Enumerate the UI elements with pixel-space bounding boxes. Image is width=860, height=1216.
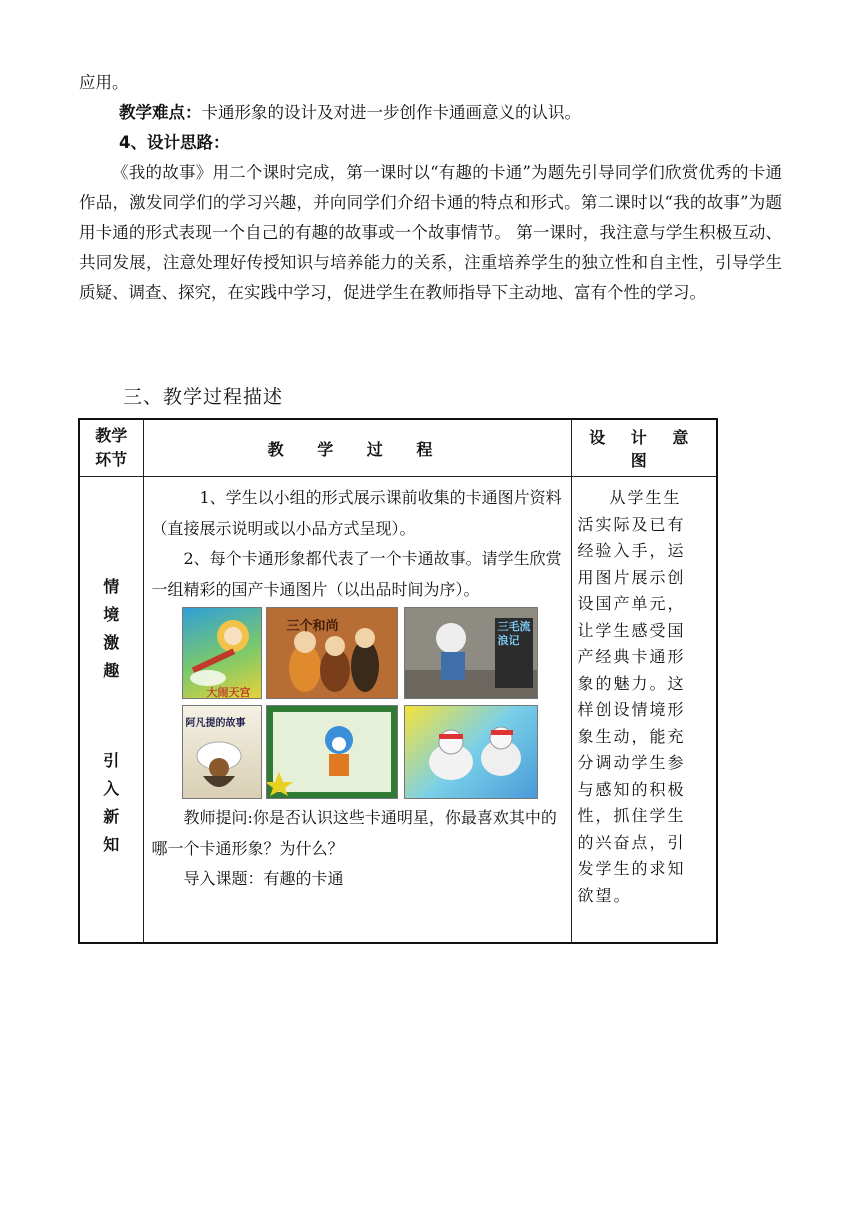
image-caption: 大闹天宫 [206, 686, 251, 699]
table-row [79, 477, 717, 944]
stage-char: 趣 [103, 661, 120, 680]
stage-char: 激 [103, 633, 120, 652]
header-intent: 设 计 意 图 [571, 419, 717, 477]
stage-char: 引 [103, 751, 120, 770]
table-header-row [79, 419, 717, 477]
cartoon-image-sanmao [404, 607, 538, 699]
cartoon-image-three-monks [266, 607, 398, 699]
image-caption: 三个和尚 [286, 619, 339, 634]
stage-char: 情 [103, 577, 120, 596]
intent-text: 从学生生 活实际及已有 经验入手，运 用图片展示创 设国产单元， 让学生感受国 产经典卡通形 象的魅力。这 样创设情境形 象生动，能充 分调动学生参 与感知的积极 性，抓住学生 的兴奋点，引 发学生的求知 欲望。 [577, 488, 686, 905]
process-p2: 2、每个卡通形象都代表了一个卡通故事。请学生欣赏一组精彩的国产卡通图片（以出品时间为序）。 [151, 549, 562, 599]
difficulty-line [79, 98, 782, 128]
cartoon-image-monkey-king [182, 607, 262, 699]
process-p4: 导入课题：有趣的卡通 [183, 869, 344, 888]
stage-char: 知 [103, 835, 120, 854]
stage-char: 新 [103, 807, 120, 826]
header-process: 教 学 过 程 [143, 419, 571, 477]
stage-cell [79, 477, 143, 944]
design-text: 《我的故事》用二个课时完成，第一课时以“有趣的卡通”为题先引导同学们欣赏优秀的卡通作品，激发同学们的学习兴趣，并向同学们介绍卡通的特点和形式。第二课时以“我的故事”为题用卡通的形式表现一个自己的有趣的故事或一个故事情节。 第一课时，我注意与学生积极互动、共同发展，注意处理好传授知识与培养能力的关系，注重培养学生的独立性和自主性，引导学生质疑、调查、探究，在实践中学习，促进学生在教师指导下主动地、富有个性的学习。 [79, 163, 782, 302]
stage-char: 入 [103, 779, 120, 798]
process-p3: 教师提问:你是否认识这些卡通明星，你最喜欢其中的哪一个卡通形象？为什么？ [151, 808, 557, 858]
cartoon-image-sheep [404, 705, 538, 799]
stage-char: 境 [103, 605, 120, 624]
image-caption: 阿凡提的故事 [185, 718, 246, 729]
header-stage: 教学环节 [79, 419, 143, 477]
cartoon-image-grid [152, 607, 567, 801]
difficulty-label: 教学难点： [119, 103, 202, 122]
design-heading: 4、设计思路： [119, 133, 230, 152]
intro-line0: 应用。 [79, 73, 129, 92]
section-title: 三、教学过程描述 [123, 386, 284, 408]
image-caption: 三毛流浪记 [497, 620, 531, 647]
cartoon-image-afanti [182, 705, 262, 799]
process-p1: 1、学生以小组的形式展示课前收集的卡通图片资料（直接展示说明或以小品方式呈现）。 [151, 488, 562, 538]
process-table [78, 418, 718, 944]
cartoon-image-blue-cat [266, 705, 398, 799]
process-cell [143, 477, 571, 944]
difficulty-text: 卡通形象的设计及对进一步创作卡通画意义的认识。 [201, 103, 581, 122]
intent-cell [571, 477, 717, 944]
